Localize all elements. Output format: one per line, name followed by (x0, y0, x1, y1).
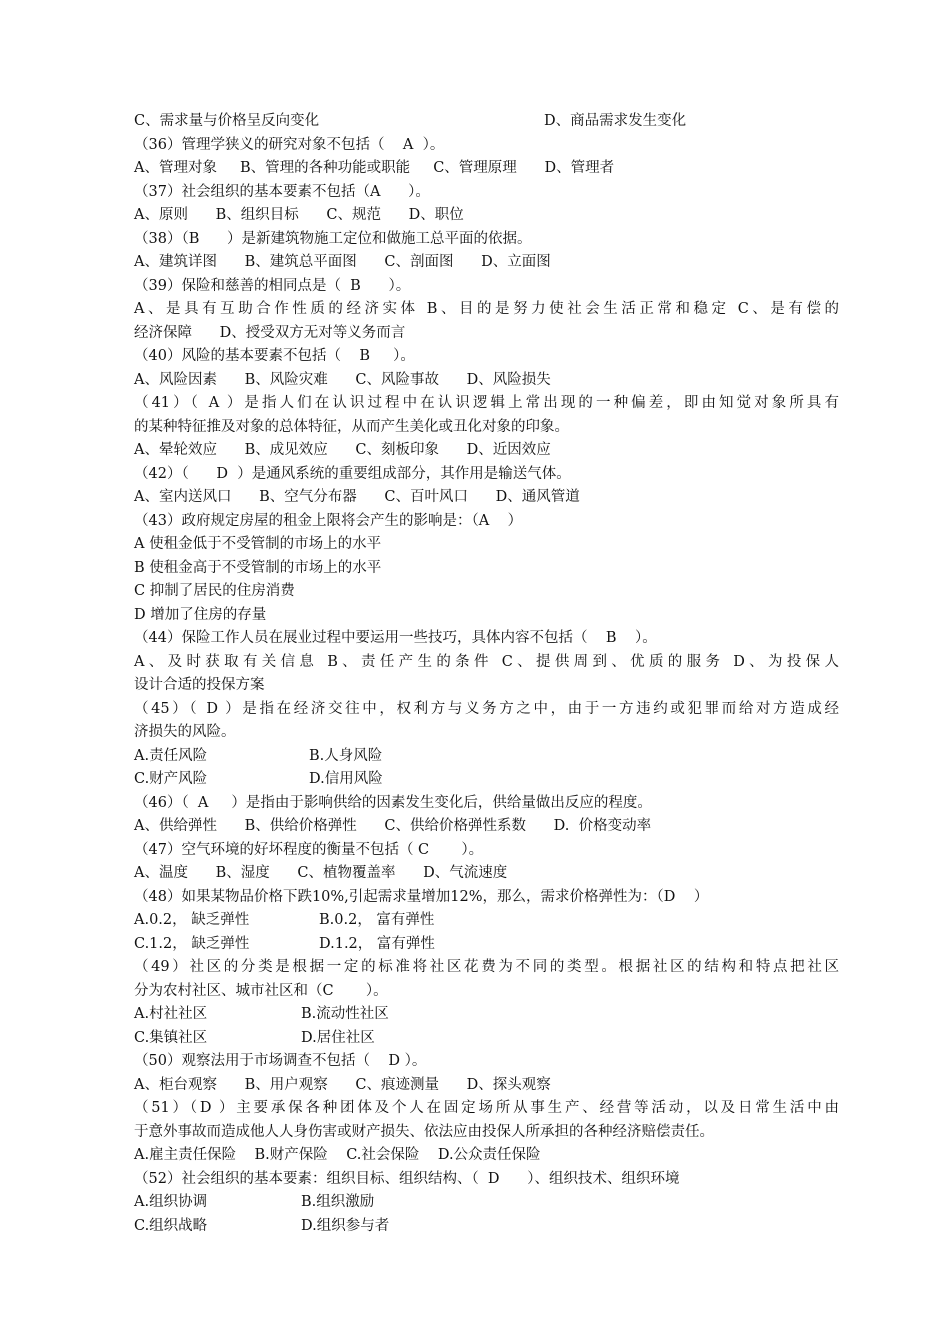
option-row (134, 1191, 839, 1215)
text-line: （50）观察法用于市场调查不包括（ D ）。 (134, 1053, 427, 1069)
option-text: B.0.2， 富有弹性 (319, 912, 435, 928)
option-row (134, 768, 839, 792)
text-line: （49）社区的分类是根据一定的标准将社区花费为不同的类型。根据社区的结构和特点把社区 (134, 959, 839, 975)
text-line: （45）（ D ）是指在经济交往中，权利方与义务方之中，由于一方违约或犯罪而给对方造成经 (134, 700, 839, 717)
option-row (134, 110, 839, 134)
option-text: C.财产风险 (134, 771, 208, 787)
text-line: （42）（ D ）是通风系统的重要组成部分，其作用是输送气体。 (134, 465, 571, 482)
option-text: A.责任风险 (134, 747, 208, 764)
option-row (134, 1003, 839, 1027)
text-line: 经济保障 D、授受双方无对等义务而言 (134, 324, 406, 341)
text-line: A.雇主责任保险 B.财产保险 C.社会保险 D.公众责任保险 (134, 1147, 541, 1163)
text-line: （36）管理学狭义的研究对象不包括（ A ）。 (134, 136, 445, 153)
text-line: （38）（B ）是新建筑物施工定位和做施工总平面的依据。 (134, 230, 532, 247)
option-row (134, 933, 839, 957)
question-list (134, 110, 839, 1238)
option-text: D.居住社区 (301, 1029, 375, 1046)
text-line: A、管理对象 B、管理的各种功能或职能 C、管理原理 D、管理者 (134, 160, 615, 176)
option-text: B.流动性社区 (301, 1006, 389, 1022)
text-line: （37）社会组织的基本要素不包括（A ）。 (134, 183, 430, 200)
text-line: A、风险因素 B、风险灾难 C、风险事故 D、风险损失 (134, 371, 551, 388)
option-row (134, 909, 839, 933)
option-row (134, 1027, 839, 1051)
text-line: A、是具有互助合作性质的经济实体 B、目的是努力使社会生活正常和稳定 C、是有偿的 (134, 301, 839, 317)
text-line: A、原则 B、组织目标 C、规范 D、职位 (134, 207, 464, 223)
text-line: A、柜台观察 B、用户观察 C、痕迹测量 D、探头观察 (134, 1076, 551, 1093)
text-line: 济损失的风险。 (134, 724, 236, 740)
option-text: D.1.2， 富有弹性 (319, 935, 435, 952)
text-line: （46）（ A ）是指由于影响供给的因素发生变化后，供给量做出反应的程度。 (134, 794, 652, 811)
text-line: （40）风险的基本要素不包括（ B ）。 (134, 348, 415, 364)
option-text: A.0.2， 缺乏弹性 (134, 912, 250, 928)
option-text: C、需求量与价格呈反向变化 (134, 113, 320, 129)
option-text: B.组织激励 (301, 1194, 375, 1210)
text-line: B 使租金高于不受管制的市场上的水平 (134, 559, 382, 576)
text-line: A 使租金低于不受管制的市场上的水平 (134, 536, 382, 552)
option-text: D、商品需求发生变化 (544, 113, 687, 129)
text-line: （43）政府规定房屋的租金上限将会产生的影响是：（A ） (134, 512, 523, 529)
text-line: A、建筑详图 B、建筑总平面图 C、剖面图 D、立面图 (134, 254, 551, 270)
option-text: A.村社社区 (134, 1006, 208, 1022)
text-line: （39）保险和慈善的相同点是（ B ）。 (134, 277, 411, 294)
text-line: （51）（D ）主要承保各种团体及个人在固定场所从事生产、经营等活动，以及日常生活中由 (134, 1100, 839, 1116)
text-line: 设计合适的投保方案 (134, 677, 265, 693)
text-line: A、晕轮效应 B、成见效应 C、刻板印象 D、近因效应 (134, 442, 551, 458)
text-line: （44）保险工作人员在展业过程中要运用一些技巧，具体内容不包括（ B ）。 (134, 630, 657, 646)
text-line: 分为农村社区、城市社区和（C ）。 (134, 982, 388, 999)
text-line: 的某种特征推及对象的总体特征，从而产生美化或丑化对象的印象。 (134, 418, 569, 435)
option-row (134, 1215, 839, 1239)
option-text: C.组织战略 (134, 1217, 208, 1234)
option-text: D.信用风险 (309, 771, 383, 787)
text-line: A、温度 B、湿度 C、植物覆盖率 D、气流速度 (134, 865, 508, 881)
text-line: （41）（ A ）是指人们在认识过程中在认识逻辑上常出现的一种偏差，即由知觉对象所具有 (134, 395, 839, 411)
text-line: A、供给弹性 B、供给价格弹性 C、供给价格弹性系数 D. 价格变动率 (134, 818, 652, 834)
option-text: C.集镇社区 (134, 1029, 208, 1046)
option-text: B.人身风险 (309, 747, 383, 764)
text-line: （47）空气环境的好坏程度的衡量不包括（ C ）。 (134, 841, 484, 858)
text-line: D 增加了住房的存量 (134, 606, 267, 623)
text-line: A、及时获取有关信息 B、责任产生的条件 C、提供周到、优质的服务 D、为投保人 (134, 653, 839, 670)
option-text: A.组织协调 (134, 1194, 208, 1210)
option-text: D.组织参与者 (301, 1217, 390, 1234)
option-row (134, 745, 839, 769)
text-line: A、室内送风口 B、空气分布器 C、百叶风口 D、通风管道 (134, 489, 580, 505)
option-text: C.1.2， 缺乏弹性 (134, 935, 250, 952)
text-line: C 抑制了居民的住房消费 (134, 583, 295, 599)
text-line: 于意外事故而造成他人人身伤害或财产损失、依法应由投保人所承担的各种经济赔偿责任。 (134, 1123, 714, 1140)
text-line: （52）社会组织的基本要素：组织目标、组织结构、（ D ）、组织技术、组织环境 (134, 1170, 680, 1187)
text-line: （48）如果某物品价格下跌10%,引起需求量增加12%，那么，需求价格弹性为：（D ） (134, 888, 709, 905)
